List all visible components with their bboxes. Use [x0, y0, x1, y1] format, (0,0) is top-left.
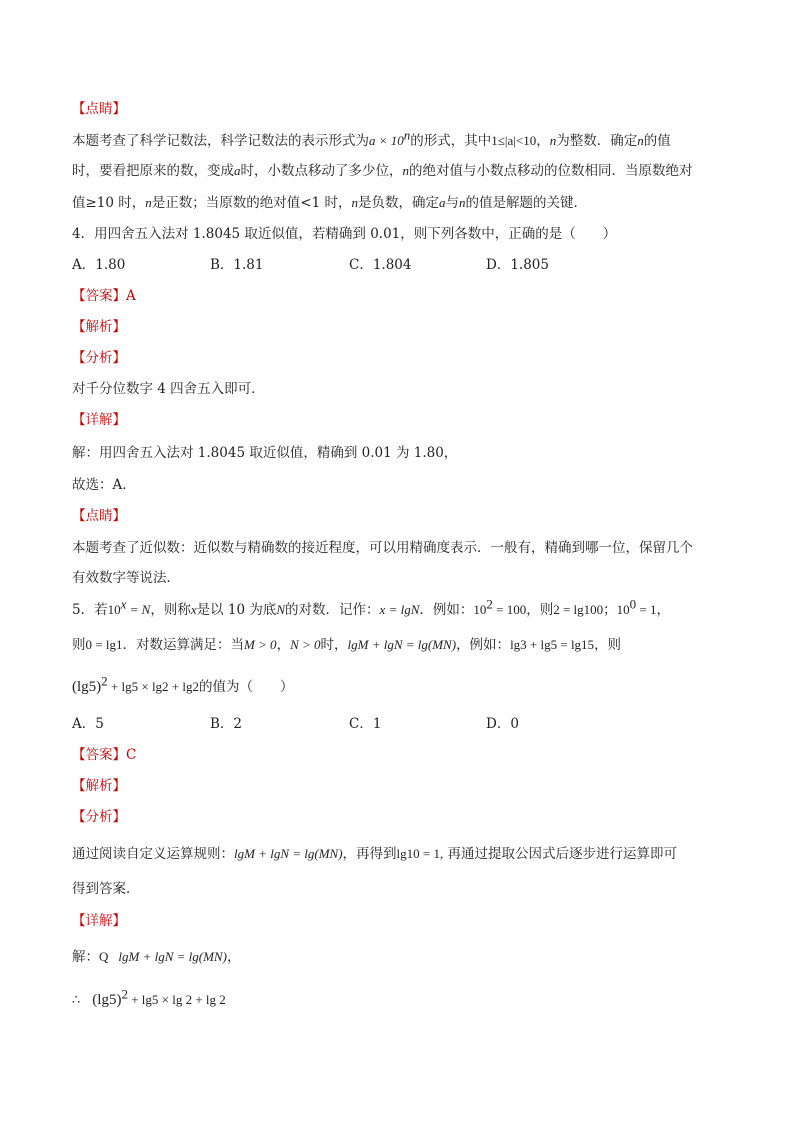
question-4-dianjing-line-1: 本题考查了近似数：近似数与精确数的接近程度，可以用精确度表示．一般有，精确到哪一位，保留几个 — [72, 540, 693, 556]
question-4-answer: 【答案】A — [72, 288, 136, 304]
therefore-symbol: ∴ — [72, 992, 81, 1007]
question-4-xiangjie-line-2: 故选：A． — [72, 477, 136, 493]
question-5-stem-line-3: $(\lg 5)^2 + \lg 5 \times \lg 2 + \lg 2$的值为（ ） — [72, 673, 294, 695]
question-4-xiangjie-line-1: 解：用四舍五入法对 1.8045 取近似值，精确到 0.01 为 1.80， — [72, 445, 458, 461]
question-5-answer: 【答案】C — [72, 747, 137, 763]
question-4-dianjing-heading: 【点睛】 — [72, 508, 126, 524]
option-d: D．1.805 — [486, 257, 549, 273]
question-5-fenxi-line-1: 通过阅读自定义运算规则：lgM + lgN = lg(MN)，再得到lg10 = 1, 再通过提取公因式后逐步进行运算即可 — [72, 846, 678, 862]
dianjing-para-line-2: 时，要看把原来的数，变成a时，小数点移动了多少位，n的绝对值与小数点移动的位数相同．当原数绝对 — [72, 163, 693, 179]
option-b: B．1.81 — [210, 257, 264, 273]
question-5-fenxi-line-2: 得到答案． — [72, 881, 140, 897]
question-5-jiexi-heading: 【解析】 — [72, 778, 126, 794]
question-5-xiangjie-heading: 【详解】 — [72, 913, 126, 929]
option-a: A．1.80 — [72, 257, 126, 273]
option-c: C．1.804 — [349, 257, 412, 273]
option-c: C．1 — [349, 716, 382, 732]
question-5-fenxi-heading: 【分析】 — [72, 809, 126, 825]
question-4-jiexi-heading: 【解析】 — [72, 319, 126, 335]
question-4-xiangjie-heading: 【详解】 — [72, 412, 126, 428]
question-4-fenxi-heading: 【分析】 — [72, 350, 126, 366]
option-a: A．5 — [72, 716, 104, 732]
question-5-stem-line-1: 5．若$10^x = N$，则称x是以 10 为底N的对数．记作：x = lgN．例如：$10^2 = 100$，则2 = lg100；$10^0 = 1$， — [72, 596, 671, 618]
question-4-fenxi-text: 对千分位数字 4 四舍五入即可． — [72, 381, 265, 397]
question-5-xiangjie-line-2: ∴ $(\lg 5)^2 + \lg 5 \times \lg 2 + \lg 2$ — [72, 986, 226, 1008]
dianjing-para-line-1: 本题考查了科学记数法，科学记数法的表示形式为$a \times 10^n$的形式，其中1≤|a|<10，n为整数．确定n的值 — [72, 127, 671, 149]
dianjing-para-line-3: 值≥10 时，n是正数；当原数的绝对值<1 时，n是负数，确定a与n的值是解题的关键． — [72, 195, 587, 211]
question-5-stem-line-2: 则0 = lg1．对数运算满足：当M > 0，N > 0时，lgM + lgN = lg(MN)，例如：lg3 + lg5 = lg15，则 — [72, 637, 622, 653]
option-d: D．0 — [486, 716, 519, 732]
option-b: B．2 — [210, 716, 243, 732]
question-5-xiangjie-line-1: 解：Q lgM + lgN = lg(MN)， — [72, 949, 241, 965]
because-symbol: Q — [99, 949, 109, 964]
question-4-stem: 4．用四舍五入法对 1.8045 取近似值，若精确到 0.01，则下列各数中，正确的是（ ） — [72, 226, 617, 242]
dianjing-heading: 【点睛】 — [72, 101, 126, 117]
question-4-dianjing-line-2: 有效数字等说法． — [72, 570, 180, 586]
